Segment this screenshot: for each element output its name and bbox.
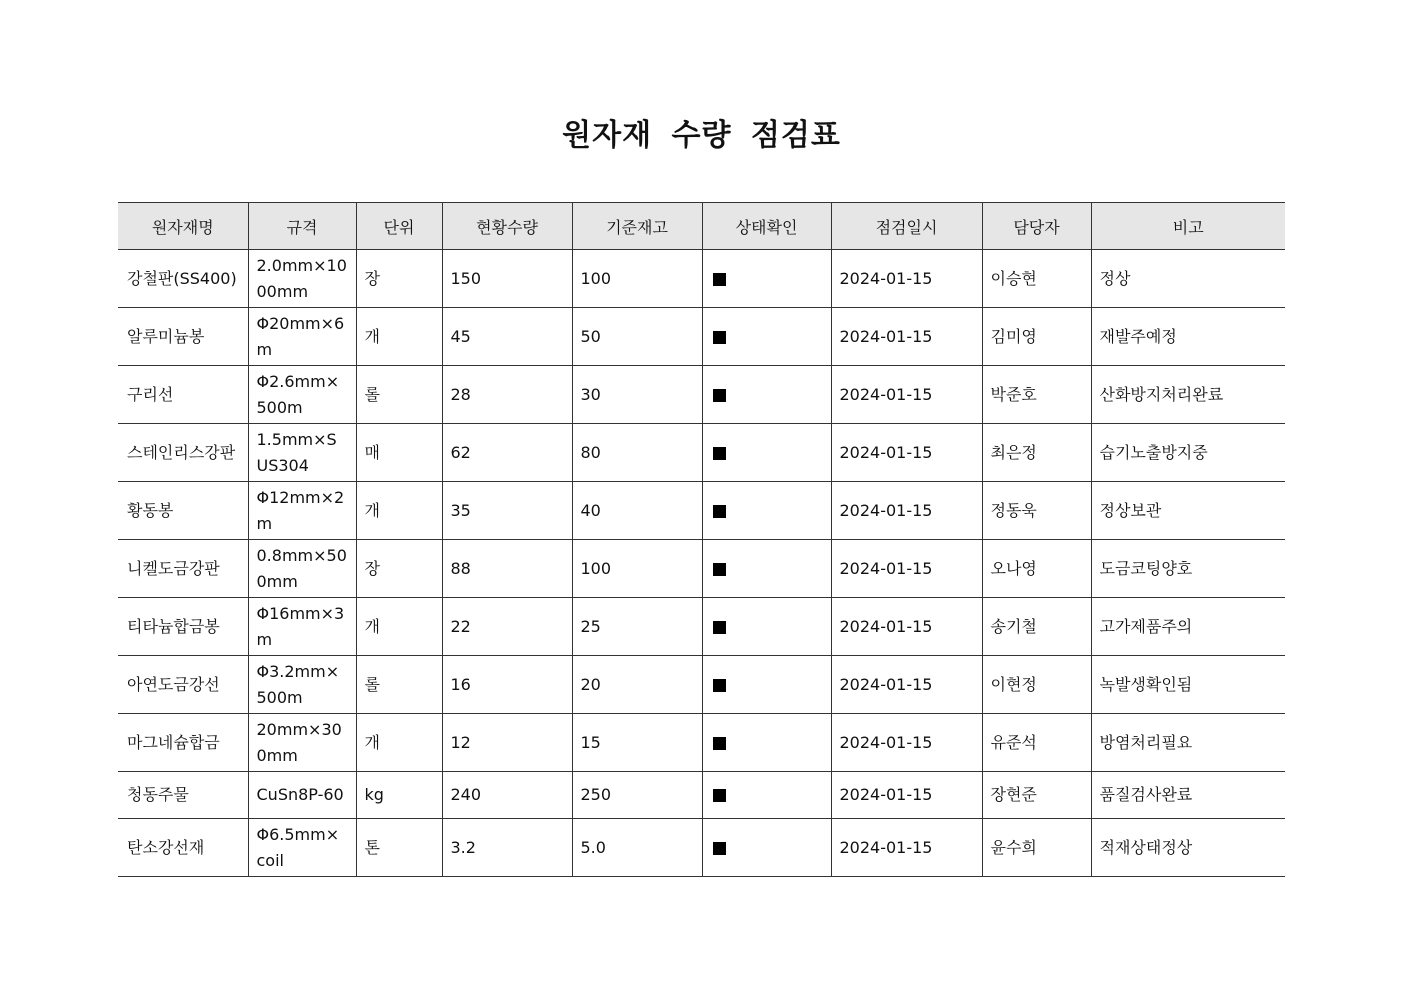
table-row	[118, 366, 1285, 424]
cell-current-qty: 240	[442, 772, 572, 819]
cell-unit: 매	[356, 424, 442, 482]
header-standard-stock: 기준재고	[572, 203, 702, 250]
status-mark-icon	[713, 389, 726, 402]
cell-material-name: 탄소강선재	[118, 819, 248, 877]
cell-standard-stock: 30	[572, 366, 702, 424]
cell-material-name: 스테인리스강판	[118, 424, 248, 482]
cell-note: 녹발생확인됨	[1091, 656, 1285, 714]
cell-current-qty: 12	[442, 714, 572, 772]
cell-material-name: 강철판(SS400)	[118, 250, 248, 308]
cell-current-qty: 35	[442, 482, 572, 540]
cell-standard-stock: 20	[572, 656, 702, 714]
cell-current-qty: 22	[442, 598, 572, 656]
cell-manager: 유준석	[982, 714, 1091, 772]
cell-status-check	[702, 366, 831, 424]
header-note: 비고	[1091, 203, 1285, 250]
cell-manager: 윤수희	[982, 819, 1091, 877]
cell-manager: 오나영	[982, 540, 1091, 598]
cell-status-check	[702, 819, 831, 877]
cell-note: 정상보관	[1091, 482, 1285, 540]
cell-note: 재발주예정	[1091, 308, 1285, 366]
cell-status-check	[702, 540, 831, 598]
cell-note: 적재상태정상	[1091, 819, 1285, 877]
cell-note: 습기노출방지중	[1091, 424, 1285, 482]
table-row	[118, 714, 1285, 772]
header-current-qty: 현황수량	[442, 203, 572, 250]
cell-unit: 개	[356, 308, 442, 366]
cell-unit: 롤	[356, 656, 442, 714]
cell-inspection-date: 2024-01-15	[831, 308, 982, 366]
cell-note: 정상	[1091, 250, 1285, 308]
cell-spec: Φ16mm×3m	[248, 598, 356, 656]
cell-manager: 장현준	[982, 772, 1091, 819]
cell-current-qty: 45	[442, 308, 572, 366]
cell-spec: 1.5mm×SUS304	[248, 424, 356, 482]
cell-status-check	[702, 250, 831, 308]
cell-standard-stock: 250	[572, 772, 702, 819]
cell-material-name: 아연도금강선	[118, 656, 248, 714]
cell-spec: 2.0mm×1000mm	[248, 250, 356, 308]
cell-unit: 톤	[356, 819, 442, 877]
status-mark-icon	[713, 621, 726, 634]
cell-inspection-date: 2024-01-15	[831, 772, 982, 819]
header-inspection-date: 점검일시	[831, 203, 982, 250]
cell-inspection-date: 2024-01-15	[831, 540, 982, 598]
table-row	[118, 598, 1285, 656]
cell-spec: Φ6.5mm×coil	[248, 819, 356, 877]
cell-status-check	[702, 714, 831, 772]
cell-spec: Φ2.6mm×500m	[248, 366, 356, 424]
cell-inspection-date: 2024-01-15	[831, 482, 982, 540]
cell-manager: 김미영	[982, 308, 1091, 366]
cell-unit: 롤	[356, 366, 442, 424]
table-row	[118, 308, 1285, 366]
table-row	[118, 772, 1285, 819]
header-spec: 규격	[248, 203, 356, 250]
cell-inspection-date: 2024-01-15	[831, 366, 982, 424]
cell-spec: 0.8mm×500mm	[248, 540, 356, 598]
cell-manager: 송기철	[982, 598, 1091, 656]
cell-inspection-date: 2024-01-15	[831, 424, 982, 482]
cell-inspection-date: 2024-01-15	[831, 598, 982, 656]
header-status-check: 상태확인	[702, 203, 831, 250]
cell-status-check	[702, 598, 831, 656]
status-mark-icon	[713, 737, 726, 750]
cell-material-name: 마그네슘합금	[118, 714, 248, 772]
cell-current-qty: 3.2	[442, 819, 572, 877]
cell-status-check	[702, 308, 831, 366]
status-mark-icon	[713, 789, 726, 802]
cell-material-name: 황동봉	[118, 482, 248, 540]
inventory-table	[118, 202, 1285, 877]
cell-unit: kg	[356, 772, 442, 819]
cell-note: 방염처리필요	[1091, 714, 1285, 772]
cell-unit: 개	[356, 714, 442, 772]
cell-unit: 장	[356, 540, 442, 598]
cell-inspection-date: 2024-01-15	[831, 714, 982, 772]
cell-material-name: 니켈도금강판	[118, 540, 248, 598]
cell-standard-stock: 50	[572, 308, 702, 366]
cell-current-qty: 16	[442, 656, 572, 714]
cell-unit: 개	[356, 482, 442, 540]
table-row	[118, 424, 1285, 482]
cell-standard-stock: 5.0	[572, 819, 702, 877]
cell-status-check	[702, 424, 831, 482]
status-mark-icon	[713, 563, 726, 576]
cell-spec: CuSn8P-60	[248, 772, 356, 819]
table-row	[118, 250, 1285, 308]
cell-manager: 이승현	[982, 250, 1091, 308]
cell-manager: 이현정	[982, 656, 1091, 714]
cell-material-name: 알루미늄봉	[118, 308, 248, 366]
table-row	[118, 656, 1285, 714]
cell-material-name: 청동주물	[118, 772, 248, 819]
table-body	[118, 250, 1285, 877]
cell-standard-stock: 80	[572, 424, 702, 482]
cell-status-check	[702, 656, 831, 714]
cell-note: 고가제품주의	[1091, 598, 1285, 656]
cell-note: 품질검사완료	[1091, 772, 1285, 819]
status-mark-icon	[713, 679, 726, 692]
cell-status-check	[702, 482, 831, 540]
cell-status-check	[702, 772, 831, 819]
cell-current-qty: 28	[442, 366, 572, 424]
cell-manager: 정동욱	[982, 482, 1091, 540]
cell-spec: Φ3.2mm×500m	[248, 656, 356, 714]
table-row	[118, 540, 1285, 598]
cell-unit: 개	[356, 598, 442, 656]
table-row	[118, 819, 1285, 877]
cell-current-qty: 150	[442, 250, 572, 308]
status-mark-icon	[713, 505, 726, 518]
cell-material-name: 티타늄합금봉	[118, 598, 248, 656]
cell-manager: 박준호	[982, 366, 1091, 424]
cell-spec: Φ12mm×2m	[248, 482, 356, 540]
cell-inspection-date: 2024-01-15	[831, 819, 982, 877]
table-row	[118, 482, 1285, 540]
cell-material-name: 구리선	[118, 366, 248, 424]
cell-inspection-date: 2024-01-15	[831, 250, 982, 308]
cell-standard-stock: 100	[572, 540, 702, 598]
header-unit: 단위	[356, 203, 442, 250]
cell-standard-stock: 25	[572, 598, 702, 656]
status-mark-icon	[713, 273, 726, 286]
document-title: 원자재 수량 점검표	[562, 118, 841, 153]
cell-current-qty: 88	[442, 540, 572, 598]
header-material-name: 원자재명	[118, 203, 248, 250]
table-header-row	[118, 203, 1285, 250]
cell-manager: 최은정	[982, 424, 1091, 482]
cell-current-qty: 62	[442, 424, 572, 482]
cell-standard-stock: 40	[572, 482, 702, 540]
status-mark-icon	[713, 331, 726, 344]
status-mark-icon	[713, 447, 726, 460]
cell-note: 도금코팅양호	[1091, 540, 1285, 598]
status-mark-icon	[713, 842, 726, 855]
cell-note: 산화방지처리완료	[1091, 366, 1285, 424]
cell-unit: 장	[356, 250, 442, 308]
cell-standard-stock: 100	[572, 250, 702, 308]
header-manager: 담당자	[982, 203, 1091, 250]
cell-spec: 20mm×300mm	[248, 714, 356, 772]
cell-inspection-date: 2024-01-15	[831, 656, 982, 714]
cell-spec: Φ20mm×6m	[248, 308, 356, 366]
cell-standard-stock: 15	[572, 714, 702, 772]
